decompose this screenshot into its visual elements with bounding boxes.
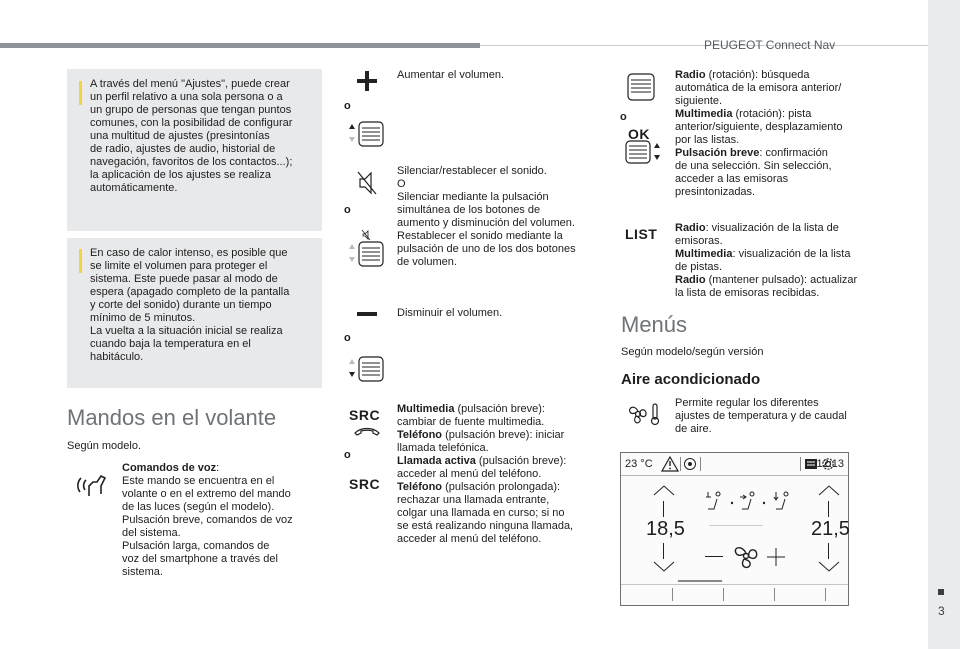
fan-increase-icon[interactable]: [766, 547, 786, 567]
thumbwheel-mute-icon: [346, 228, 386, 270]
or-label: o: [344, 332, 351, 344]
side-strip: [928, 0, 960, 649]
mute-icon: [356, 170, 378, 196]
mute-line: pulsación de uno de los dos botones: [397, 243, 576, 255]
note-line: habitáculo.: [90, 351, 144, 363]
climate-screen: [620, 452, 849, 606]
phone-icon: [353, 425, 381, 437]
list-button-label: LIST: [625, 226, 658, 242]
list-line: de pistas.: [675, 261, 723, 273]
page-number: 3: [938, 604, 945, 618]
note-line: La vuelta a la situación inicial se realiza: [90, 325, 283, 337]
minus-icon: [356, 311, 378, 317]
left-temp-bar-bottom: [663, 543, 664, 559]
wheel-subtitle: Según modelo.: [67, 440, 141, 452]
right-temp-down-icon[interactable]: [817, 561, 841, 573]
center-divider: [709, 525, 763, 526]
note-line: comunes, con la posibilidad de configurar: [90, 117, 293, 129]
menus-subtitle: Según modelo/según versión: [621, 346, 764, 358]
note-line: mínimo de 5 minutos.: [90, 312, 196, 324]
voice-line: Pulsación larga, comandos de: [122, 540, 270, 552]
fan-temperature-icon: [626, 402, 662, 426]
voice-line: Pulsación breve, comandos de voz: [122, 514, 293, 526]
src-line: Multimedia (pulsación breve):: [397, 403, 545, 415]
mute-line: de volumen.: [397, 256, 457, 268]
thumbwheel-up-icon: [346, 120, 386, 148]
air-distribution-icon[interactable]: [704, 489, 800, 513]
src-line: se está realizando ninguna llamada,: [397, 520, 574, 532]
src-button-label: SRC: [349, 476, 381, 492]
right-temp-bar-bottom: [828, 543, 829, 559]
voice-line: de las luces (según el modelo).: [122, 501, 275, 513]
ac-line: ajustes de temperatura y de caudal: [675, 410, 847, 422]
fan-icon[interactable]: [731, 541, 761, 571]
thumbwheel-ok-icon: [624, 140, 664, 164]
status-divider: [700, 457, 701, 471]
or-label: o: [344, 449, 351, 461]
src-line: Teléfono (pulsación prolongada):: [397, 481, 561, 493]
radio-line: Radio (rotación): búsqueda: [675, 69, 810, 81]
ac-line: de aire.: [675, 423, 712, 435]
thumbwheel-radio-icon: [624, 72, 664, 102]
src-line: colgar una llamada en curso; si no: [397, 507, 565, 519]
note-line: una multitud de ajustes (presintonías: [90, 130, 270, 142]
note-line: A través del menú "Ajustes", puede crear: [90, 78, 290, 90]
volume-down-text: Disminuir el volumen.: [397, 307, 503, 319]
location-icon: [683, 457, 697, 471]
ok-button-label: OK: [628, 126, 650, 142]
ac-title: Aire acondicionado: [621, 371, 761, 388]
warning-icon: [661, 456, 679, 472]
left-temp-up-icon[interactable]: [652, 484, 676, 496]
right-temp-bar-top: [828, 501, 829, 517]
mute-line: Silenciar/restablecer el sonido.: [397, 165, 547, 177]
voice-line: Este mando se encuentra en el: [122, 475, 275, 487]
ac-line: Permite regular los diferentes: [675, 397, 819, 409]
note-line: cuando baja la temperatura en el: [90, 338, 251, 350]
press-line: Pulsación breve: confirmación: [675, 147, 828, 159]
status-divider: [680, 457, 681, 471]
note-line: un grupo de personas que tengan puntos: [90, 104, 292, 116]
press-line: acceder a las emisoras: [675, 173, 789, 185]
src-line: Teléfono (pulsación breve): iniciar: [397, 429, 565, 441]
outside-temperature: 23 °C: [625, 458, 653, 470]
section-title-wheel: Mandos en el volante: [67, 405, 277, 430]
note-line: la aplicación de los ajustes se realiza: [90, 169, 271, 181]
or-label: o: [620, 111, 627, 123]
multimedia-line: Multimedia (rotación): pista: [675, 108, 812, 120]
section-title-menus: Menús: [621, 312, 688, 337]
mute-line: simultánea de los botones de: [397, 204, 541, 216]
left-temp-down-icon[interactable]: [652, 561, 676, 573]
note-line: automáticamente.: [90, 182, 178, 194]
list-line: la lista de emisoras recibidas.: [675, 287, 820, 299]
note-line: En caso de calor intenso, es posible que: [90, 247, 288, 259]
src-line: acceder al menú del teléfono.: [397, 468, 542, 480]
status-divider: [800, 457, 801, 471]
bottom-tab-indicator: [678, 580, 722, 582]
radio-line: siguiente.: [675, 95, 723, 107]
note-line: espera (apagado completo de la pantalla: [90, 286, 290, 298]
clock: 12:13: [816, 458, 844, 470]
voice-line: del sistema.: [122, 527, 181, 539]
header-title: PEUGEOT Connect Nav: [704, 38, 836, 52]
note-line: de radio, ajustes de audio, historial de: [90, 143, 276, 155]
src-button-label: SRC: [349, 407, 381, 423]
plus-icon: [356, 70, 378, 92]
voice-line: volante o en el extremo del mando: [122, 488, 291, 500]
mute-line: aumento y disminución del volumen.: [397, 217, 575, 229]
bottom-tab-divider: [774, 588, 775, 601]
note-line: navegación, favoritos de los contactos...);: [90, 156, 293, 168]
bottom-tab-divider: [825, 588, 826, 601]
thumbwheel-down-icon: [346, 355, 386, 383]
right-temperature: 21,5: [811, 518, 850, 540]
left-temp-bar-top: [663, 501, 664, 517]
note-line: y corte del sonido) durante un tiempo: [90, 299, 272, 311]
bottom-tab-bar: [621, 584, 848, 585]
src-line: acceder al menú del teléfono.: [397, 533, 542, 545]
bottom-tab-divider: [672, 588, 673, 601]
list-line: Multimedia: visualización de la lista: [675, 248, 851, 260]
note-line: sistema. Este puede pasar al modo de: [90, 273, 278, 285]
src-line: rechazar una llamada entrante,: [397, 494, 550, 506]
multimedia-line: anterior/siguiente, desplazamiento: [675, 121, 843, 133]
voice-line: voz del smartphone a través del: [122, 553, 278, 565]
multimedia-line: por las listas.: [675, 134, 740, 146]
voice-command-heading: Comandos de voz:: [122, 462, 220, 474]
mute-line: O: [397, 178, 406, 190]
src-line: llamada telefónica.: [397, 442, 489, 454]
voice-line: sistema.: [122, 566, 163, 578]
list-line: Radio (mantener pulsado): actualizar: [675, 274, 858, 286]
left-temperature: 18,5: [646, 518, 685, 540]
voice-command-icon: [75, 470, 109, 500]
src-line: cambiar de fuente multimedia.: [397, 416, 545, 428]
mute-line: Silenciar mediante la pulsación: [397, 191, 549, 203]
press-line: de una selección. Sin selección,: [675, 160, 832, 172]
note-line: se limite el volumen para proteger el: [90, 260, 268, 272]
header-bar: [0, 43, 480, 48]
fan-decrease-icon[interactable]: [705, 556, 723, 557]
src-line: Llamada activa (pulsación breve):: [397, 455, 567, 467]
note-box-profiles: [67, 69, 322, 231]
mute-line: Restablecer el sonido mediante la: [397, 230, 563, 242]
note-marker: [79, 81, 82, 105]
page-marker: [938, 589, 944, 595]
radio-line: automática de la emisora anterior/: [675, 82, 842, 94]
volume-up-text: Aumentar el volumen.: [397, 69, 504, 81]
bottom-tab-divider: [723, 588, 724, 601]
press-line: presintonizadas.: [675, 186, 756, 198]
list-line: emisoras.: [675, 235, 723, 247]
or-label: o: [344, 204, 351, 216]
right-temp-up-icon[interactable]: [817, 484, 841, 496]
note-line: un perfil relativo a una sola persona o a: [90, 91, 283, 103]
or-label: o: [344, 100, 351, 112]
list-line: Radio: visualización de la lista de: [675, 222, 839, 234]
note-box-heat: [67, 238, 322, 388]
note-marker: [79, 249, 82, 273]
